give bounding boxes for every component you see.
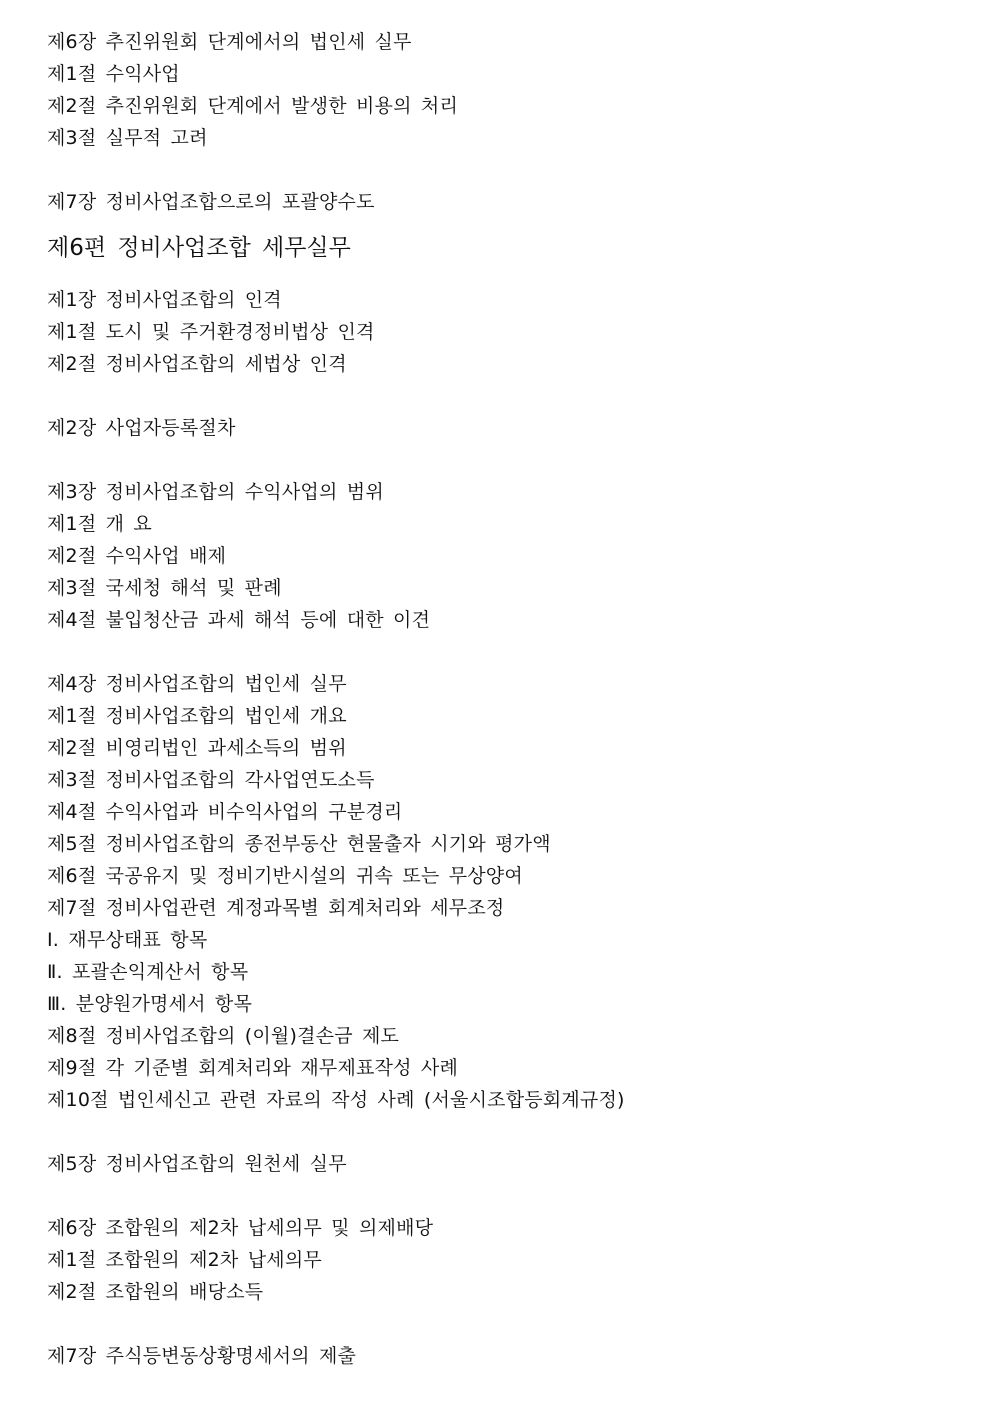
chapter-heading: 제2장 사업자등록절차 xyxy=(47,417,236,439)
section-item: 제2절 추진위원회 단계에서 발생한 비용의 처리 xyxy=(47,95,459,117)
spacer xyxy=(47,154,967,186)
spacer xyxy=(47,636,967,668)
section-item: 제1절 개 요 xyxy=(47,513,152,535)
section-item: 제1절 수익사업 xyxy=(47,63,180,85)
section-item: 제1절 조합원의 제2차 납세의무 xyxy=(47,1249,322,1271)
chapter-heading: 제6장 조합원의 제2차 납세의무 및 의제배당 xyxy=(47,1217,434,1239)
section-item: 제1절 도시 및 주거환경정비법상 인격 xyxy=(47,321,375,343)
chapter-heading: 제3장 정비사업조합의 수익사업의 범위 xyxy=(47,481,384,503)
section-item: 제2절 수익사업 배제 xyxy=(47,545,227,567)
subsection-item: Ⅱ. 포괄손익계산서 항목 xyxy=(47,961,249,983)
spacer xyxy=(47,444,967,476)
subsection-item: Ⅰ. 재무상태표 항목 xyxy=(47,929,208,951)
section-item: 제1절 정비사업조합의 법인세 개요 xyxy=(47,705,347,727)
spacer xyxy=(47,1116,967,1148)
section-item: 제6절 국공유지 및 정비기반시설의 귀속 또는 무상양여 xyxy=(47,865,523,887)
chapter-heading: 제5장 정비사업조합의 원천세 실무 xyxy=(47,1153,347,1175)
chapter-heading: 제7장 주식등변동상황명세서의 제출 xyxy=(47,1345,357,1367)
section-item: 제3절 실무적 고려 xyxy=(47,127,208,149)
section-item: 제10절 법인세신고 관련 자료의 작성 사례 (서울시조합등회계규정) xyxy=(47,1089,625,1111)
spacer xyxy=(47,1308,967,1340)
section-item: 제8절 정비사업조합의 (이월)결손금 제도 xyxy=(47,1025,400,1047)
section-item: 제2절 비영리법인 과세소득의 범위 xyxy=(47,737,347,759)
chapter-heading: 제6장 추진위원회 단계에서의 법인세 실무 xyxy=(47,31,412,53)
section-item: 제2절 정비사업조합의 세법상 인격 xyxy=(47,353,347,375)
chapter-heading: 제7장 정비사업조합으로의 포괄양수도 xyxy=(47,191,375,213)
chapter-heading: 제1장 정비사업조합의 인격 xyxy=(47,289,282,311)
section-item: 제2절 조합원의 배당소득 xyxy=(47,1281,264,1303)
section-item: 제9절 각 기준별 회계처리와 재무제표작성 사례 xyxy=(47,1057,459,1079)
section-item: 제7절 정비사업관련 계정과목별 회계처리와 세무조정 xyxy=(47,897,505,919)
section-item: 제4절 불입청산금 과세 해석 등에 대한 이견 xyxy=(47,609,431,631)
chapter-heading: 제4장 정비사업조합의 법인세 실무 xyxy=(47,673,347,695)
table-of-contents xyxy=(47,26,967,1372)
spacer xyxy=(47,1180,967,1212)
section-item: 제4절 수익사업과 비수익사업의 구분경리 xyxy=(47,801,403,823)
spacer xyxy=(47,380,967,412)
subsection-item: Ⅲ. 분양원가명세서 항목 xyxy=(47,993,253,1015)
section-item: 제3절 국세청 해석 및 판례 xyxy=(47,577,282,599)
section-item: 제5절 정비사업조합의 종전부동산 현물출자 시기와 평가액 xyxy=(47,833,551,855)
section-item: 제3절 정비사업조합의 각사업연도소득 xyxy=(47,769,375,791)
part-title: 제6편 정비사업조합 세무실무 xyxy=(47,235,351,261)
